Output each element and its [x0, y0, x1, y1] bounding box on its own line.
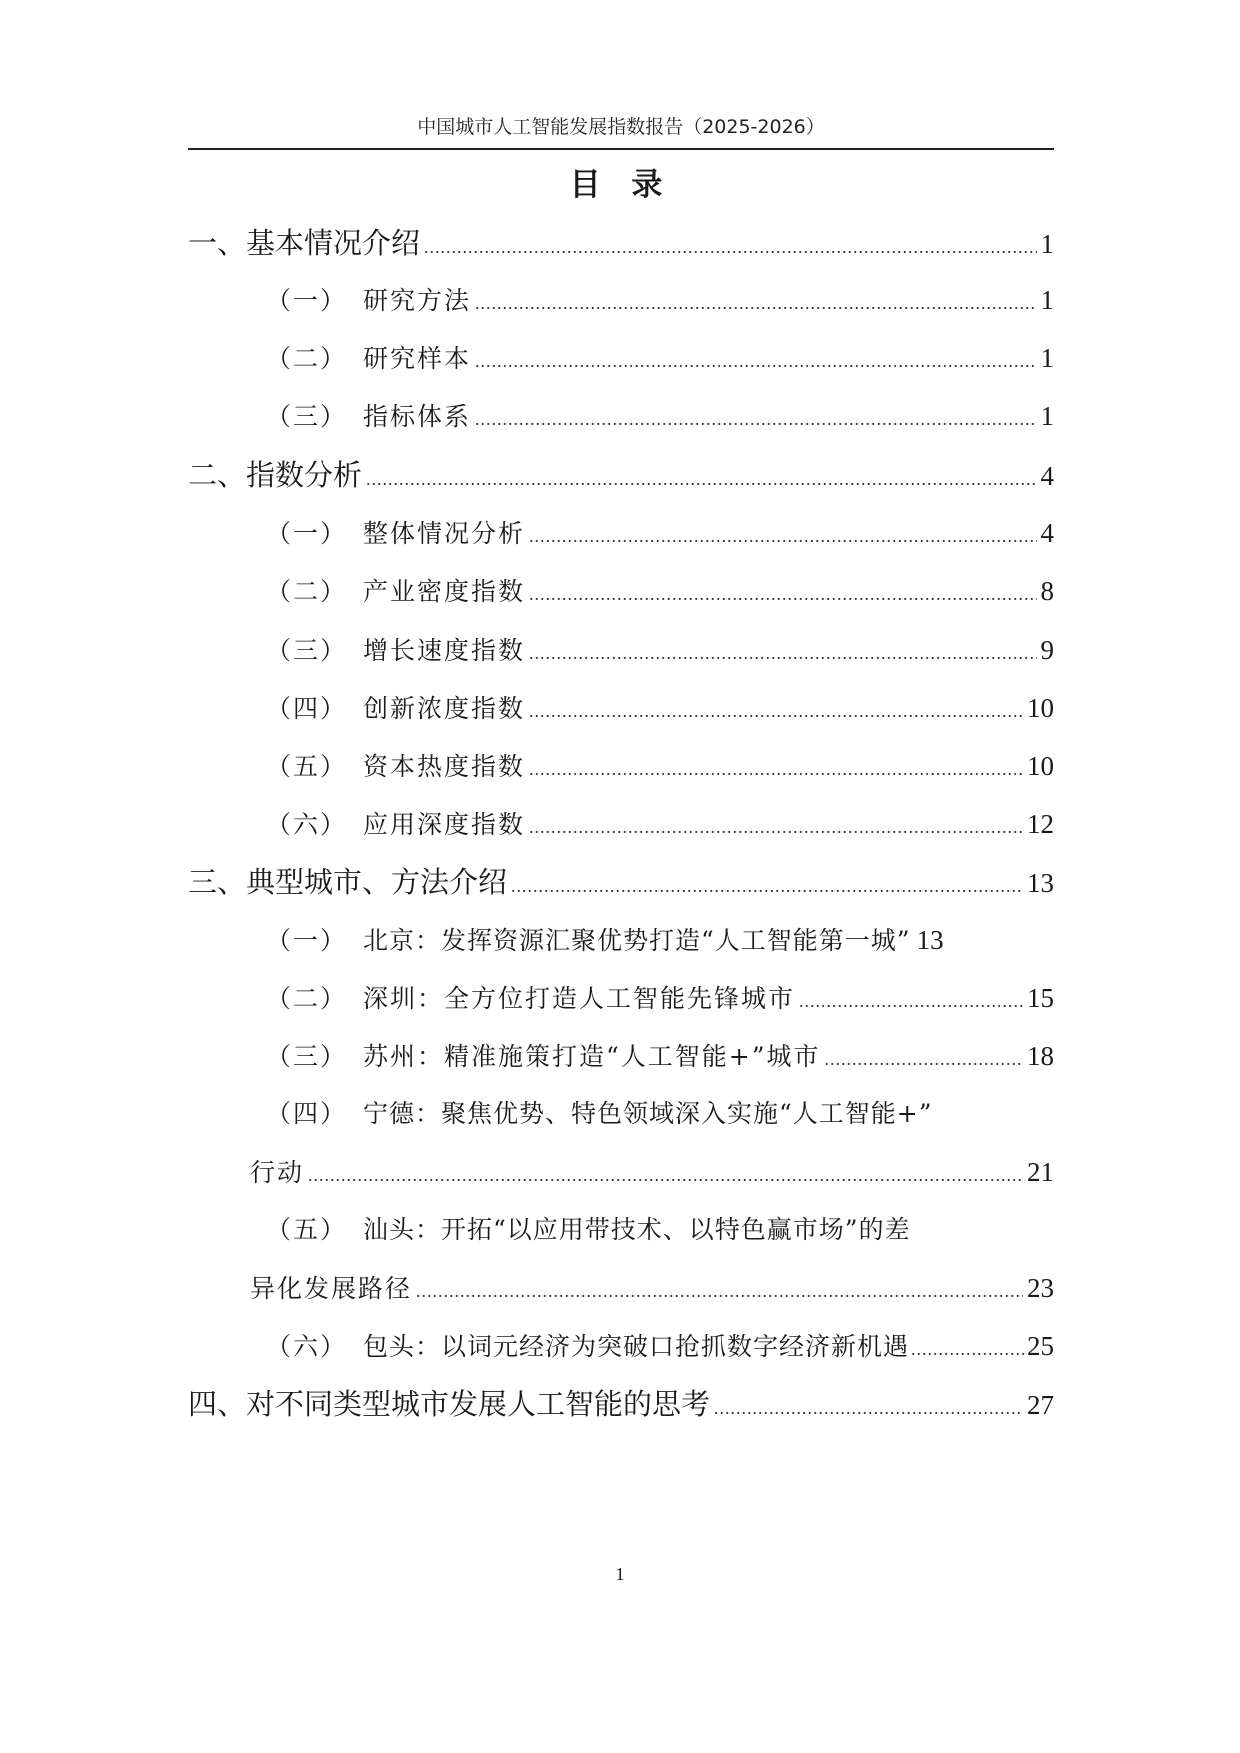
- toc-subsection-2-2[interactable]: [266, 571, 1054, 611]
- toc-subsection-3-2[interactable]: [266, 978, 1054, 1018]
- toc-subsection-number: （三）: [266, 1042, 348, 1071]
- toc-page-number: 13: [1027, 868, 1054, 898]
- toc-page-number: 21: [1027, 1157, 1054, 1187]
- toc-section-2[interactable]: [188, 455, 1054, 495]
- toc-subsection-3-3[interactable]: [266, 1036, 1054, 1076]
- dot-leader: [529, 516, 1036, 556]
- toc-subsection-label: 研究样本: [363, 344, 472, 373]
- toc-page-number: 1: [1040, 229, 1054, 259]
- toc-section-1[interactable]: [188, 223, 1054, 263]
- toc-subsection-3-5[interactable]: [266, 1210, 1054, 1250]
- toc-page-number: 10: [1027, 693, 1054, 723]
- toc-section-label: 一、基本情况介绍: [188, 226, 421, 260]
- toc-subsection-2-5[interactable]: [266, 746, 1054, 786]
- toc-subsection-2-3[interactable]: [266, 630, 1054, 670]
- toc-subsection-number: （一）: [266, 519, 348, 548]
- dot-leader: [416, 1271, 1023, 1311]
- toc-subsection-number: （一）: [266, 926, 348, 955]
- toc-subsection-number: （六）: [266, 1332, 348, 1361]
- toc-subsection-label: 北京：发挥资源汇聚优势打造“人工智能第一城”: [363, 926, 911, 955]
- toc-subsection-1-3[interactable]: [266, 396, 1054, 436]
- toc-subsection-label: 包头：以词元经济为突破口抢抓数字经济新机遇: [363, 1332, 910, 1361]
- toc-page-number: 1: [1040, 343, 1054, 373]
- toc-page-number: 1: [1040, 285, 1054, 315]
- dot-leader: [475, 399, 1036, 439]
- page-number: 1: [615, 1564, 625, 1584]
- toc-subsection-number: （五）: [266, 752, 348, 781]
- toc-subsection-3-5-continued[interactable]: [250, 1268, 1054, 1308]
- toc-page-number: 25: [1027, 1331, 1054, 1361]
- toc-subsection-3-1[interactable]: [266, 920, 1054, 960]
- toc-subsection-label: 汕头：开拓“以应用带技术、以特色赢市场”的差: [363, 1215, 911, 1244]
- toc-subsection-1-1[interactable]: [266, 280, 1054, 320]
- toc-subsection-number: （二）: [266, 344, 348, 373]
- toc-subsection-2-1[interactable]: [266, 513, 1054, 553]
- toc-subsection-number: （二）: [266, 984, 348, 1013]
- dot-leader: [308, 1155, 1023, 1195]
- toc-page-number: 10: [1027, 751, 1054, 781]
- toc-subsection-label: 指标体系: [363, 402, 472, 431]
- dot-leader: [475, 341, 1036, 381]
- running-header: 中国城市人工智能发展指数报告（2025-2026）: [417, 116, 825, 138]
- toc-section-4[interactable]: [188, 1384, 1054, 1424]
- dot-leader: [529, 574, 1036, 614]
- toc-page-number: 8: [1040, 576, 1054, 606]
- toc-page-number: 9: [1040, 635, 1054, 665]
- toc-subsection-number: （四）: [266, 1099, 348, 1128]
- dot-leader: [424, 227, 1036, 267]
- toc-subsection-label-continued: 行动: [250, 1158, 305, 1187]
- toc-subsection-2-6[interactable]: [266, 804, 1054, 844]
- toc-page-number: 4: [1040, 518, 1054, 548]
- dot-leader: [366, 459, 1036, 499]
- dot-leader: [511, 866, 1023, 906]
- dot-leader: [911, 1329, 1025, 1369]
- toc-page-number: 18: [1027, 1041, 1054, 1071]
- toc-page-number: 4: [1040, 461, 1054, 491]
- toc-subsection-label: 深圳：全方位打造人工智能先锋城市: [363, 984, 796, 1013]
- toc-page-number: 27: [1027, 1390, 1054, 1420]
- toc-page-number: 1: [1040, 401, 1054, 431]
- toc-subsection-3-6[interactable]: [266, 1326, 1054, 1366]
- dot-leader: [475, 283, 1036, 323]
- toc-subsection-label: 苏州：精准施策打造“人工智能+”城市: [363, 1042, 821, 1071]
- toc-subsection-number: （三）: [266, 636, 348, 665]
- toc-subsection-1-2[interactable]: [266, 338, 1054, 378]
- toc-page-number: 15: [1027, 983, 1054, 1013]
- toc-subsection-3-4[interactable]: [266, 1094, 1054, 1134]
- toc-subsection-label: 宁德：聚焦优势、特色领域深入实施“人工智能+”: [363, 1099, 933, 1128]
- toc-subsection-number: （六）: [266, 810, 348, 839]
- toc-subsection-number: （一）: [266, 286, 348, 315]
- toc-subsection-label: 增长速度指数: [363, 636, 526, 665]
- toc-subsection-label: 应用深度指数: [363, 810, 526, 839]
- toc-subsection-number: （四）: [266, 694, 348, 723]
- toc-subsection-label: 创新浓度指数: [363, 694, 526, 723]
- toc-section-label: 二、指数分析: [188, 458, 363, 492]
- toc-page-number: 23: [1027, 1273, 1054, 1303]
- toc-subsection-label: 产业密度指数: [363, 577, 526, 606]
- toc-subsection-number: （三）: [266, 402, 348, 431]
- dot-leader: [529, 807, 1023, 847]
- dot-leader: [529, 691, 1023, 731]
- toc-page-number: 12: [1027, 809, 1054, 839]
- toc-page-number: 13: [916, 925, 944, 955]
- toc-section-label: 四、对不同类型城市发展人工智能的思考: [188, 1387, 711, 1421]
- toc-subsection-label: 整体情况分析: [363, 519, 526, 548]
- dot-leader: [799, 981, 1023, 1021]
- dot-leader: [825, 1039, 1023, 1079]
- toc-subsection-label-continued: 异化发展路径: [250, 1274, 413, 1303]
- toc-subsection-3-4-continued[interactable]: [250, 1152, 1054, 1192]
- toc-subsection-number: （二）: [266, 577, 348, 606]
- toc-section-3[interactable]: [188, 862, 1054, 902]
- dot-leader: [714, 1388, 1023, 1428]
- toc-section-label: 三、典型城市、方法介绍: [188, 865, 508, 899]
- toc-subsection-label: 资本热度指数: [363, 752, 526, 781]
- dot-leader: [529, 749, 1023, 789]
- dot-leader: [529, 633, 1036, 673]
- toc-subsection-2-4[interactable]: [266, 688, 1054, 728]
- toc-title: 目 录: [569, 167, 673, 203]
- toc-subsection-label: 研究方法: [363, 286, 472, 315]
- header-divider: [188, 148, 1054, 150]
- toc-subsection-number: （五）: [266, 1215, 348, 1244]
